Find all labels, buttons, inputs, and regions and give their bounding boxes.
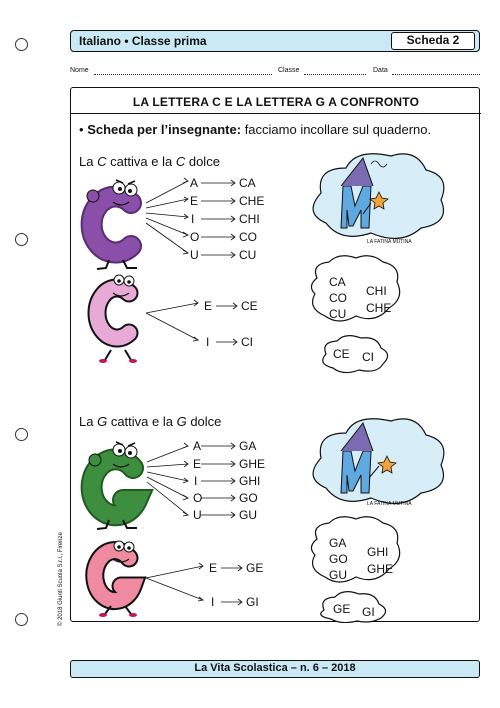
hard-c-syllable: CU [239,248,257,262]
hard-g-vowel: U [193,508,202,522]
hard-g-syllable: GO [239,491,258,505]
cloud-g-syllable: GHE [367,562,394,576]
worksheet-title: LA LETTERA C E LA LETTERA G A CONFRONTO [132,95,420,109]
soft-c-arrows [146,300,237,345]
header-bar [70,30,480,52]
name-label: Nome [70,67,89,74]
date-field-line[interactable] [392,74,480,75]
copyright-note: © 2018 Giunti Scuola S.r.l., Firenze [58,532,64,626]
cloud-c-syllable: CHI [366,284,387,298]
cloud-g-syllable: GI [362,605,375,619]
hard-c-vowel: O [190,230,200,244]
binder-ring-3 [15,428,28,441]
soft-c-vowel: I [206,335,210,349]
hard-c-syllable: CHI [239,212,260,226]
hard-g-syllable: GA [239,439,257,453]
class-label: Classe [278,67,300,74]
hard-c-monster-icon [87,180,137,269]
soft-g-syllable: GE [246,561,264,575]
cloud-g-syllable: GA [329,536,347,550]
cloud-g-syllable: GE [333,602,351,616]
hard-c-vowel: A [190,176,199,190]
binder-ring-1 [15,38,28,51]
instruction-bold: Scheda per l’insegnante: [87,122,242,137]
name-field-line[interactable] [94,74,272,75]
cloud-soft-g-shape [321,592,386,623]
hard-g-monster-icon [89,442,137,529]
class-field-line[interactable] [304,74,366,75]
cloud-c-syllable: CU [329,307,347,321]
fairy-cloud-g-icon [313,419,444,504]
cloud-c-syllable: CHE [366,301,392,315]
date-label: Data [373,67,388,74]
section-g-title: La G cattiva e la G dolce [79,414,222,429]
soft-c-syllable: CI [241,335,253,349]
hard-g-syllable: GHI [239,474,261,488]
soft-g-vowel: I [211,595,215,609]
footer-bar: La Vita Scolastica – n. 6 – 2018 [70,660,480,678]
cloud-g-syllable: GO [329,552,348,566]
cloud-c-syllable: CO [329,291,347,305]
soft-g-vowel: E [209,561,218,575]
hard-g-syllable: GHE [239,457,266,471]
fairy-caption-g: LA FATINA MUTINA [367,501,412,507]
soft-c-vowel: E [204,299,213,313]
section-c-title: La C cattiva e la C dolce [79,154,220,169]
worksheet-frame [70,87,480,622]
hard-c-syllable: CA [239,176,256,190]
soft-c-monster-icon [97,275,137,363]
hard-c-syllable: CO [239,230,257,244]
soft-c-syllable: CE [241,299,258,313]
instruction-bullet: • [79,122,84,137]
hard-c-vowel: I [191,212,195,226]
hard-c-vowel: U [190,248,199,262]
header-subject: Italiano • Classe prima [79,34,207,48]
binder-ring-2 [15,233,28,246]
student-fields [70,64,480,78]
hard-c-vowel: E [190,194,199,208]
fairy-caption-c: LA FATINA MUTINA [367,239,412,245]
cloud-c-syllable: CA [329,275,346,289]
hard-g-syllable: GU [239,508,257,522]
soft-g-arrows [146,563,242,605]
hard-g-vowel: O [193,491,203,505]
sheet-number-badge: Scheda 2 [391,32,475,50]
hard-g-arrows [147,443,235,518]
soft-g-monster-icon [95,541,137,617]
instruction-text: facciamo incollare sul quaderno. [244,122,432,137]
binder-ring-4 [15,613,28,626]
cloud-c-syllable: CI [362,350,374,364]
hard-c-syllable: CHE [239,194,265,208]
hard-g-vowel: E [193,457,202,471]
hard-g-vowel: I [194,474,198,488]
hard-g-vowel: A [193,439,202,453]
cloud-g-syllable: GHI [367,545,389,559]
cloud-c-syllable: CE [333,347,350,361]
cloud-g-syllable: GU [329,568,347,582]
fairy-cloud-c-icon [313,154,444,239]
soft-g-syllable: GI [246,595,259,609]
